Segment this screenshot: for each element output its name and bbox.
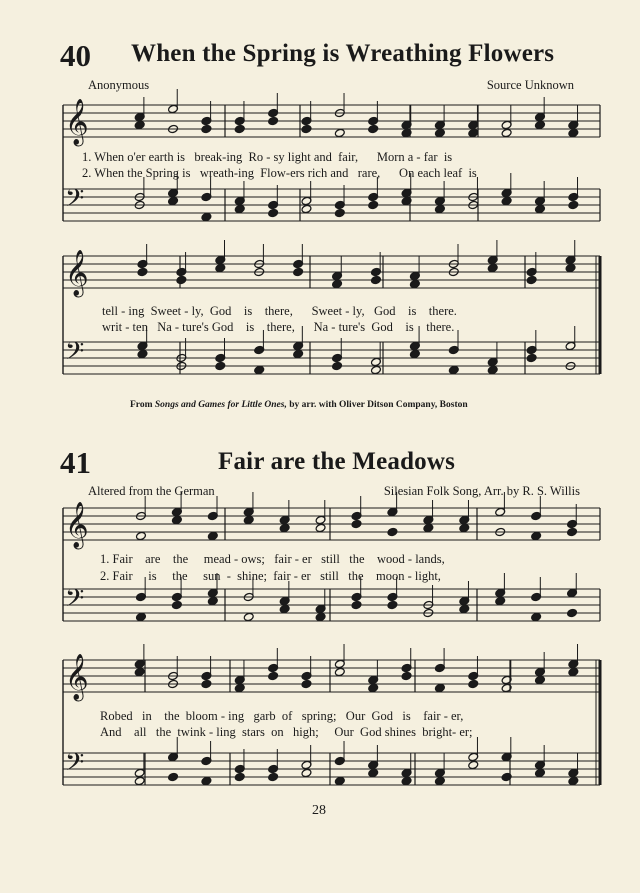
note-head bbox=[401, 776, 412, 785]
note-head bbox=[468, 760, 479, 769]
note-head bbox=[387, 600, 398, 609]
note-head bbox=[215, 361, 226, 370]
note-head bbox=[234, 204, 245, 213]
note-head bbox=[334, 208, 345, 217]
note-head bbox=[459, 523, 470, 532]
lyric-line: And all the twink - ling stars on high; Our God shines bright- er; bbox=[100, 725, 473, 739]
note-head bbox=[487, 365, 498, 374]
note-head bbox=[315, 612, 326, 621]
treble-clef-icon: 𝄞 bbox=[65, 250, 89, 296]
note-head bbox=[334, 776, 345, 785]
note-head bbox=[568, 667, 579, 676]
note-head bbox=[201, 679, 212, 688]
note-head bbox=[234, 124, 245, 133]
note-head bbox=[423, 523, 434, 532]
note-head bbox=[301, 768, 312, 777]
lyric-line: 1. When o'er earth is break-ing Ro - sy light and fair, Morn a - far is bbox=[82, 150, 453, 164]
note-head bbox=[268, 208, 279, 217]
note-head bbox=[368, 200, 379, 209]
source-note-book: Songs and Games for Little Ones, bbox=[154, 400, 287, 410]
note-head bbox=[351, 519, 362, 528]
lyric-line: 1. Fair are the mead - ows; fair - er still the wood - lands, bbox=[100, 552, 445, 566]
note-head bbox=[134, 667, 145, 676]
lyric-line: writ - ten Na - ture's God is there, Na - ture's God is there. bbox=[102, 320, 455, 334]
treble-clef-icon: 𝄞 bbox=[65, 654, 89, 700]
bass-clef-icon: 𝄢 bbox=[65, 337, 85, 372]
note-head bbox=[401, 671, 412, 680]
note-head bbox=[535, 768, 546, 777]
treble-clef-icon: 𝄞 bbox=[65, 99, 89, 145]
note-head bbox=[279, 523, 290, 532]
note-head bbox=[301, 204, 312, 213]
lyric-line: tell - ing Sweet - ly, God is there, Sweet - ly, God is there. bbox=[102, 304, 457, 318]
note-head bbox=[171, 515, 182, 524]
note-head bbox=[207, 531, 218, 540]
note-head bbox=[201, 776, 212, 785]
note-head bbox=[207, 596, 218, 605]
note-head bbox=[531, 531, 542, 540]
note-head bbox=[201, 212, 212, 221]
note-head bbox=[535, 120, 546, 129]
note-head bbox=[371, 365, 382, 374]
music-credit: Source Unknown bbox=[486, 78, 574, 92]
note-head bbox=[268, 671, 279, 680]
note-head bbox=[495, 596, 506, 605]
note-head bbox=[448, 365, 459, 374]
note-head bbox=[459, 604, 470, 613]
note-head bbox=[134, 776, 145, 785]
note-head bbox=[387, 527, 398, 536]
note-head bbox=[535, 204, 546, 213]
source-note-prefix: From bbox=[130, 400, 153, 410]
note-head bbox=[293, 267, 304, 276]
lyric-line: 2. When the Spring is wreath-ing Flow-ers rich and rare, On each leaf is bbox=[82, 166, 477, 180]
note-head bbox=[234, 772, 245, 781]
note-head bbox=[526, 275, 537, 284]
note-head bbox=[409, 279, 420, 288]
note-head bbox=[368, 683, 379, 692]
note-head bbox=[136, 612, 147, 621]
note-head bbox=[487, 263, 498, 272]
note-head bbox=[234, 683, 245, 692]
note-head bbox=[268, 116, 279, 125]
note-head bbox=[501, 196, 512, 205]
note-head bbox=[434, 683, 445, 692]
note-head bbox=[134, 120, 145, 129]
treble-clef-icon: 𝄞 bbox=[65, 502, 89, 548]
music-credit: Silesian Folk Song, Arr. by R. S. Willis bbox=[383, 484, 580, 498]
note-head bbox=[468, 679, 479, 688]
note-head bbox=[137, 349, 148, 358]
note-head bbox=[168, 196, 179, 205]
note-head bbox=[434, 128, 445, 137]
note-head bbox=[137, 267, 148, 276]
note-head bbox=[332, 361, 343, 370]
note-head bbox=[371, 275, 382, 284]
bass-clef-icon: 𝄢 bbox=[65, 584, 85, 619]
note-head bbox=[254, 365, 265, 374]
note-head bbox=[368, 768, 379, 777]
note-head bbox=[568, 128, 579, 137]
note-head bbox=[332, 279, 343, 288]
note-head bbox=[568, 776, 579, 785]
note-head bbox=[351, 600, 362, 609]
note-head bbox=[168, 772, 179, 781]
lyric-line: Robed in the bloom - ing garb of spring; Our God is fair - er, bbox=[100, 709, 464, 723]
note-head bbox=[176, 275, 187, 284]
bass-clef-icon: 𝄢 bbox=[65, 184, 85, 219]
note-head bbox=[567, 608, 578, 617]
note-head bbox=[434, 776, 445, 785]
note-head bbox=[315, 523, 326, 532]
note-head bbox=[293, 349, 304, 358]
note-head bbox=[243, 612, 254, 621]
note-head bbox=[301, 679, 312, 688]
hymn-number: 40 bbox=[60, 38, 91, 73]
note-head bbox=[268, 772, 279, 781]
note-head bbox=[565, 263, 576, 272]
note-head bbox=[334, 128, 345, 137]
hymn-number: 41 bbox=[60, 445, 91, 480]
note-head bbox=[243, 515, 254, 524]
note-head bbox=[434, 204, 445, 213]
note-head bbox=[201, 124, 212, 133]
note-head bbox=[535, 675, 546, 684]
note-head bbox=[334, 667, 345, 676]
hymn-title: Fair are the Meadows bbox=[218, 448, 456, 475]
note-head bbox=[279, 604, 290, 613]
note-head bbox=[568, 200, 579, 209]
lyric-line: 2. Fair is the sun - shine; fair - er still the moon - light, bbox=[100, 569, 441, 583]
hymn-title: When the Spring is Wreathing Flowers bbox=[131, 40, 555, 67]
note-head bbox=[409, 349, 420, 358]
note-head bbox=[468, 128, 479, 137]
note-head bbox=[531, 612, 542, 621]
note-head bbox=[368, 124, 379, 133]
note-head bbox=[171, 600, 182, 609]
source-note-suffix: by arr. with Oliver Ditson Company, Boston bbox=[289, 400, 468, 410]
page-number: 28 bbox=[312, 803, 326, 818]
note-head bbox=[136, 531, 147, 540]
note-head bbox=[215, 263, 226, 272]
note-head bbox=[526, 353, 537, 362]
words-credit: Anonymous bbox=[88, 78, 150, 92]
note-head bbox=[501, 128, 512, 137]
note-head bbox=[567, 527, 578, 536]
words-credit: Altered from the German bbox=[88, 484, 215, 498]
note-head bbox=[301, 124, 312, 133]
bass-clef-icon: 𝄢 bbox=[65, 748, 85, 783]
